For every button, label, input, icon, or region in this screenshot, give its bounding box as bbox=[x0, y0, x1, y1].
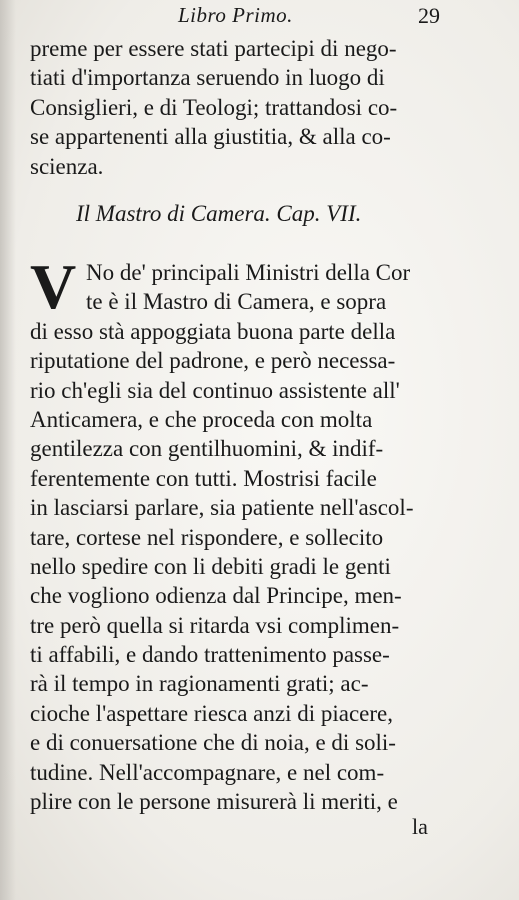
text-line: in lasciarsi parlare, sia patiente nell'ascol- bbox=[30, 495, 414, 521]
text-line: di esso stà appoggiata buona parte della bbox=[30, 318, 396, 344]
chapter-title: Il Mastro di Camera. Cap. VII. bbox=[76, 201, 362, 226]
text-line: preme per essere stati partecipi di nego- bbox=[30, 36, 397, 61]
continued-paragraph bbox=[30, 34, 475, 181]
text-line: tudine. Nell'accompagnare, e nel com- bbox=[30, 759, 385, 785]
text-line: rio ch'egli sia del continuo assistente all' bbox=[30, 377, 400, 403]
page-header bbox=[0, 2, 519, 32]
text-line: rà il tempo in ragionamenti grati; ac- bbox=[30, 671, 369, 697]
text-line: riputatione del padrone, e però necessa- bbox=[30, 348, 396, 374]
text-line: Consiglieri, e di Teologi; trattandosi co- bbox=[30, 94, 398, 120]
text-line: nello spedire con li debiti gradi le genti bbox=[30, 553, 391, 579]
text-line: No de' principali Ministri della Cor bbox=[86, 260, 411, 285]
page-gutter-shadow bbox=[0, 0, 16, 900]
text-line: tiati d'importanza seruendo in luogo di bbox=[30, 65, 385, 91]
text-line: Anticamera, e che proceda con molta bbox=[30, 406, 373, 432]
page-number: 29 bbox=[418, 3, 440, 28]
text-line: gentilezza con gentilhuomini, & indif- bbox=[30, 436, 384, 462]
text-line: cioche l'aspettare riesca anzi di piacere, bbox=[30, 700, 393, 726]
text-line: plire con le persone misurerà li meriti, e bbox=[30, 789, 398, 815]
text-line: se appartenenti alla giustitia, & alla co- bbox=[30, 124, 391, 150]
catchword: la bbox=[412, 814, 428, 839]
text-line: tare, cortese nel rispondere, e sollecito bbox=[30, 524, 384, 550]
text-line: che vogliono odienza dal Principe, men- bbox=[30, 583, 402, 609]
running-head: Libro Primo. bbox=[178, 3, 293, 27]
text-line: ti affabili, e dando trattenimento passe- bbox=[30, 642, 390, 668]
drop-cap-initial: V bbox=[30, 251, 77, 322]
text-line: te è il Mastro di Camera, e sopra bbox=[86, 289, 387, 315]
text-line: scienza. bbox=[30, 153, 104, 179]
text-line: tre però quella si ritarda vsi complimen- bbox=[30, 612, 400, 638]
text-line: e di conuersatione che di noia, e di soli- bbox=[30, 730, 396, 756]
text-line: ferentemente con tutti. Mostrisi facile bbox=[30, 465, 377, 491]
chapter-body bbox=[30, 258, 475, 816]
